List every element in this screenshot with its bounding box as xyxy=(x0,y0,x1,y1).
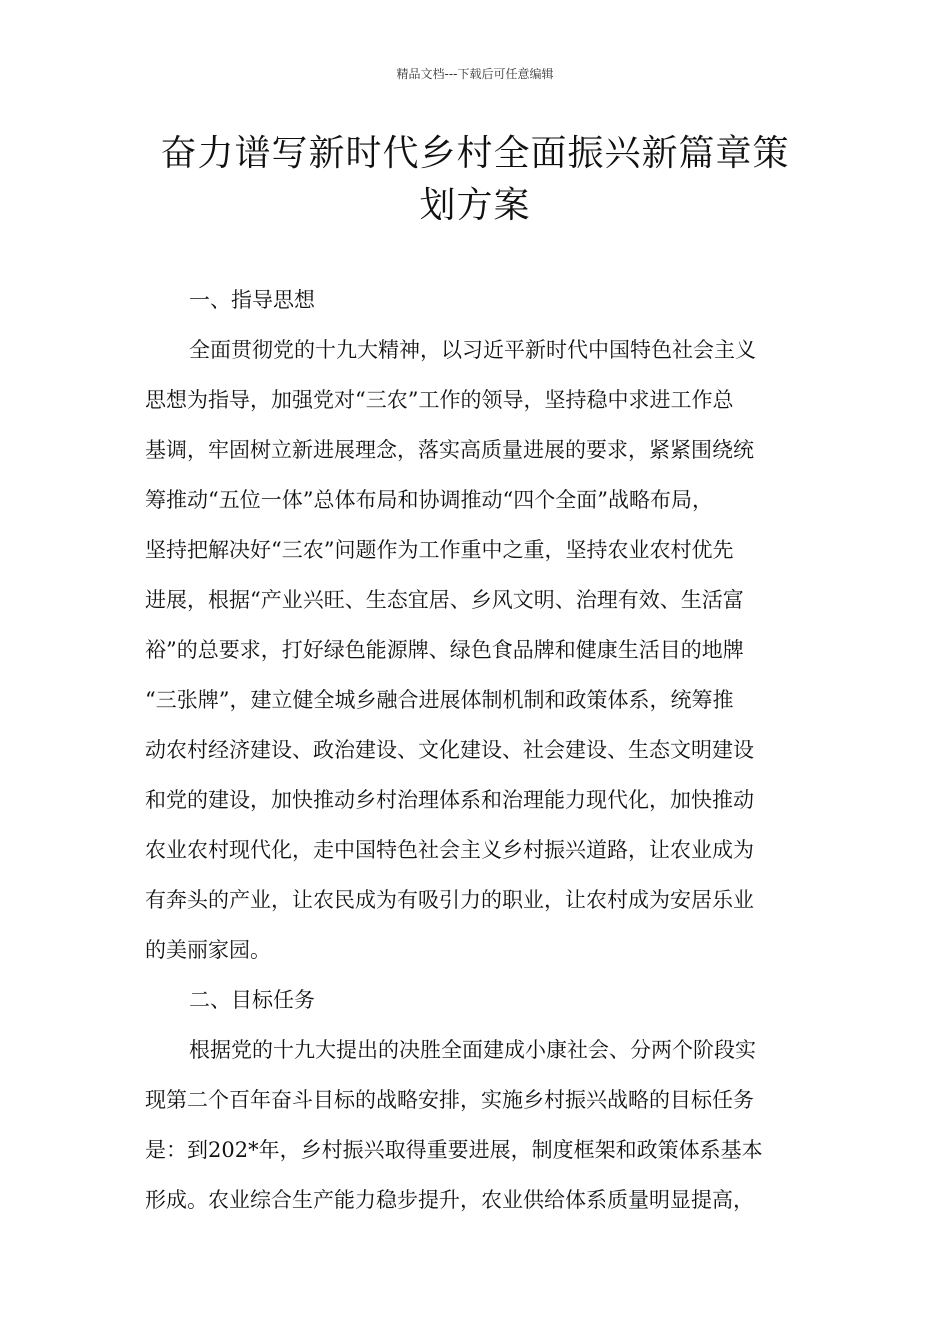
document-title xyxy=(140,128,810,232)
paragraph-line: 形成。农业综合生产能力稳步提升，农业供给体系质量明显提高， xyxy=(145,1188,754,1212)
paragraph-line: 坚持把解决好“三农”问题作为工作重中之重，坚持农业农村优先 xyxy=(145,538,734,562)
header-note: 精品文档---下载后可任意编辑 xyxy=(396,67,554,81)
document-title-line-2: 划方案 xyxy=(419,185,531,226)
paragraph-line: 思想为指导，加强党对“三农”工作的领导，坚持稳中求进工作总 xyxy=(145,388,734,412)
paragraph-line: 进展，根据“产业兴旺、生态宜居、乡风文明、治理有效、生活富 xyxy=(145,588,744,612)
paragraph-line: 的美丽家园。 xyxy=(145,938,271,962)
paragraph-line: 全面贯彻党的十九大精神，以习近平新时代中国特色社会主义 xyxy=(189,338,756,362)
paragraph-line: 和党的建设，加快推动乡村治理体系和治理能力现代化，加快推动 xyxy=(145,788,754,812)
paragraph-line: 农业农村现代化，走中国特色社会主义乡村振兴道路，让农业成为 xyxy=(145,838,754,862)
paragraph-line: 是：到202*年，乡村振兴取得重要进展，制度框架和政策体系基本 xyxy=(145,1138,763,1162)
section-heading: 一、指导思想 xyxy=(189,288,315,312)
document-body xyxy=(145,275,805,1225)
paragraph-line: “三张牌”，建立健全城乡融合进展体制机制和政策体系，统筹推 xyxy=(145,688,734,712)
section-heading: 二、目标任务 xyxy=(189,988,315,1012)
paragraph-line: 现第二个百年奋斗目标的战略安排，实施乡村振兴战略的目标任务 xyxy=(145,1088,754,1112)
paragraph-line: 根据党的十九大提出的决胜全面建成小康社会、分两个阶段实 xyxy=(189,1038,756,1062)
paragraph-line: 动农村经济建设、政治建设、文化建设、社会建设、生态文明建设 xyxy=(145,738,754,762)
paragraph-line: 有奔头的产业，让农民成为有吸引力的职业，让农村成为安居乐业 xyxy=(145,888,754,912)
paragraph-line: 筹推动“五位一体”总体布局和协调推动“四个全面”战略布局， xyxy=(145,488,713,512)
paragraph-line: 裕”的总要求，打好绿色能源牌、绿色食品牌和健康生活目的地牌 xyxy=(145,638,744,662)
paragraph-line: 基调，牢固树立新进展理念，落实高质量进展的要求，紧紧围绕统 xyxy=(145,438,754,462)
document-title-line-1: 奋力谱写新时代乡村全面振兴新篇章策 xyxy=(160,133,790,174)
